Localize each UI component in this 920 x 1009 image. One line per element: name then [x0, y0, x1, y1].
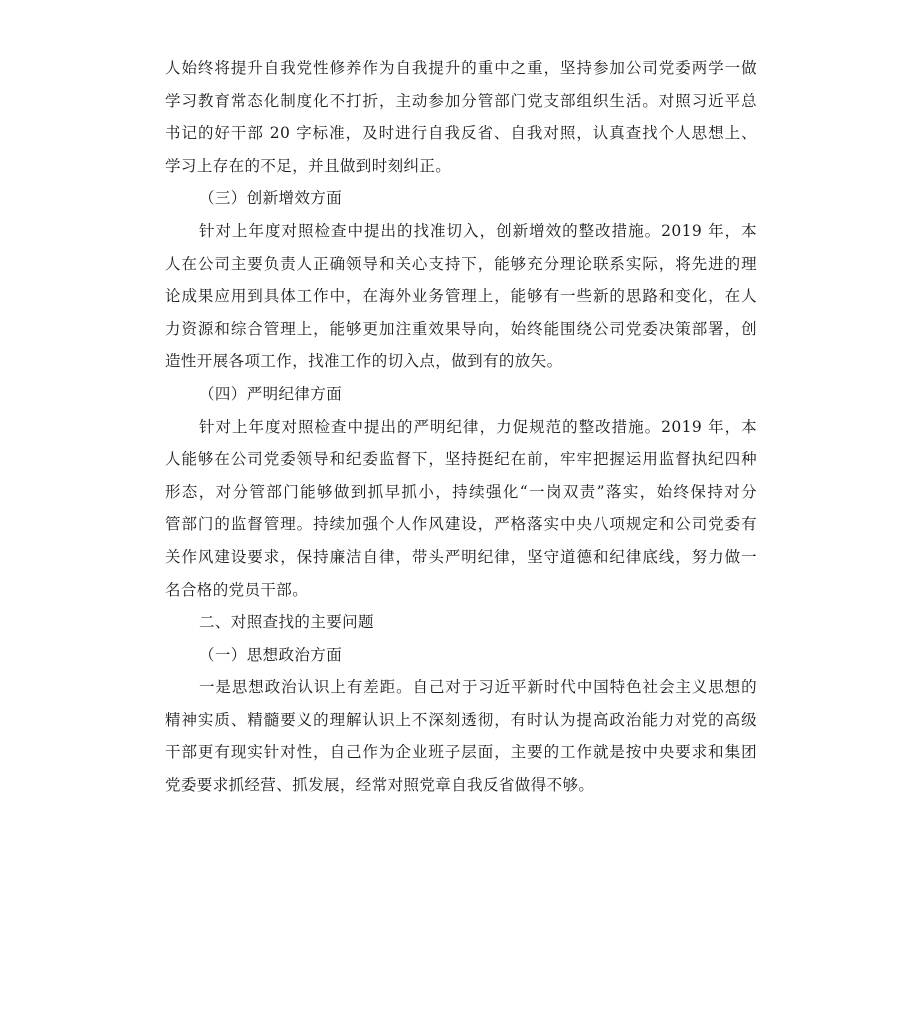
- section-heading-innovation: （三）创新增效方面: [199, 189, 343, 208]
- paragraph-ideology: [165, 671, 757, 801]
- text-line: 造性开展各项工作，找准工作的切入点，做到有的放矢。: [165, 352, 563, 371]
- text-line: 论成果应用到具体工作中，在海外业务管理上，能够有一些新的思路和变化，在人: [165, 287, 757, 306]
- text-line: 书记的好干部 20 字标准，及时进行自我反省、自我对照，认真查找个人思想上、: [165, 124, 757, 143]
- text-line: 形态，对分管部门能够做到抓早抓小，持续强化“一岗双责”落实，始终保持对分: [165, 482, 757, 501]
- document-page: [165, 52, 757, 802]
- text-line: 党委要求抓经营、抓发展，经常对照党章自我反省做得不够。: [165, 776, 595, 795]
- chapter-heading-main-problems: 二、对照查找的主要问题: [199, 613, 374, 632]
- text-line: 一是思想政治认识上有差距。自己对于习近平新时代中国特色社会主义思想的: [199, 678, 757, 697]
- text-line: 关作风建设要求，保持廉洁自律，带头严明纪律，坚守道德和纪律底线，努力做一: [165, 547, 757, 566]
- text-line: 学习上存在的不足，并且做到时刻纠正。: [165, 156, 452, 175]
- section-heading-ideology: （一）思想政治方面: [199, 645, 343, 664]
- text-line: 人能够在公司党委领导和纪委监督下，坚持挺纪在前，牢牢把握运用监督执纪四种: [165, 450, 757, 469]
- paragraph-innovation: [165, 215, 757, 378]
- text-line: 针对上年度对照检查中提出的严明纪律，力促规范的整改措施。2019 年，本: [199, 417, 757, 436]
- text-line: 精神实质、精髓要义的理解认识上不深刻透彻，有时认为提高政治能力对党的高级: [165, 710, 757, 729]
- text-line: 名合格的党员干部。: [165, 580, 309, 599]
- paragraph-discipline: [165, 411, 757, 607]
- text-line: 针对上年度对照检查中提出的找准切入，创新增效的整改措施。2019 年，本: [199, 221, 757, 240]
- section-heading-discipline: （四）严明纪律方面: [199, 384, 343, 403]
- text-line: 人始终将提升自我党性修养作为自我提升的重中之重，坚持参加公司党委两学一做: [165, 59, 757, 77]
- text-line: 力资源和综合管理上，能够更加注重效果导向，始终能围绕公司党委决策部署，创: [165, 319, 757, 338]
- text-line: 学习教育常态化制度化不打折，主动参加分管部门党支部组织生活。对照习近平总: [165, 91, 757, 110]
- paragraph-self-cultivation: [165, 52, 757, 182]
- text-line: 人在公司主要负责人正确领导和关心支持下，能够充分理论联系实际，将先进的理: [165, 254, 757, 273]
- text-line: 干部更有现实针对性，自己作为企业班子层面，主要的工作就是按中央要求和集团: [165, 743, 757, 762]
- text-line: 管部门的监督管理。持续加强个人作风建设，严格落实中央八项规定和公司党委有: [165, 515, 757, 534]
